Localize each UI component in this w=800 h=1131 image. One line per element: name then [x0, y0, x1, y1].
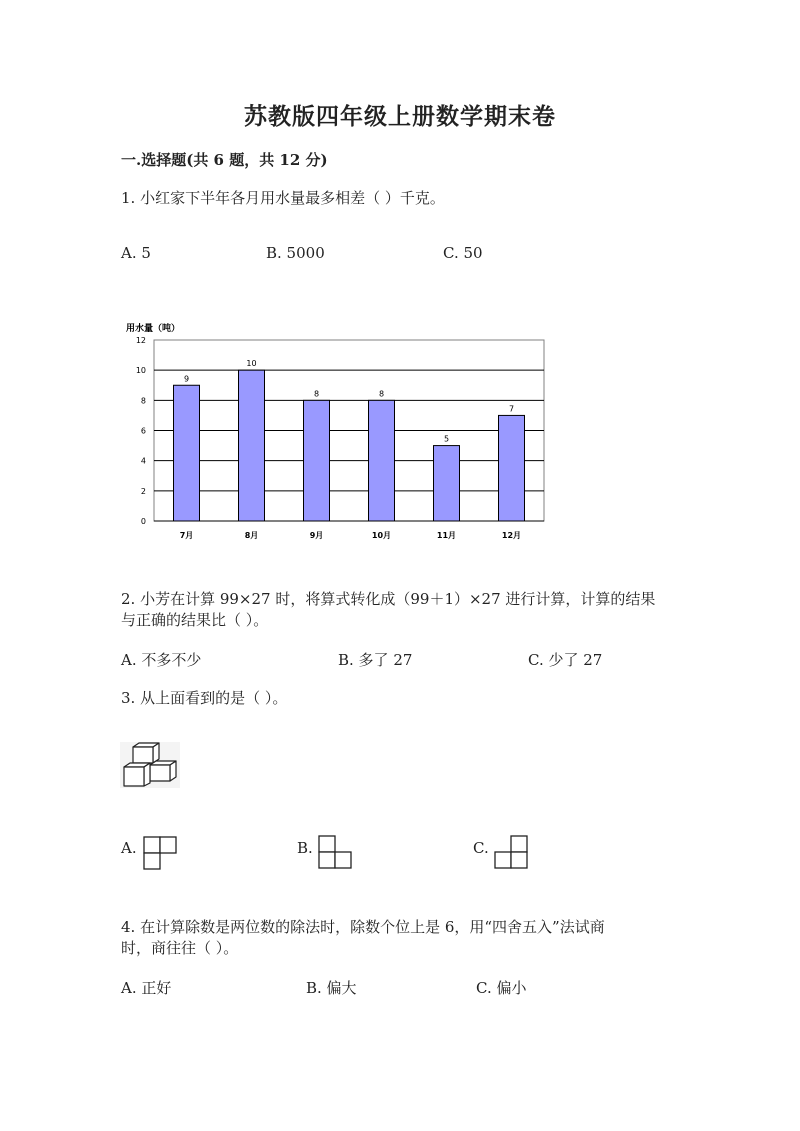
- question-3-option-c[interactable]: C.: [473, 839, 489, 857]
- question-3-option-b[interactable]: B.: [297, 839, 313, 857]
- question-1-option-c[interactable]: C. 50: [443, 244, 483, 262]
- chart-y-tick-label: 12: [135, 336, 146, 345]
- question-3-text: 3. 从上面看到的是（ ）。: [121, 689, 288, 707]
- question-2-option-b[interactable]: B. 多了 27: [338, 651, 413, 669]
- chart-x-tick-label: 8月: [244, 531, 259, 540]
- chart-y-tick-label: 10: [135, 366, 146, 376]
- question-4-option-c[interactable]: C. 偏小: [476, 979, 527, 997]
- chart-data-label: 8: [313, 389, 320, 399]
- chart-x-tick-label: 7月: [179, 531, 194, 540]
- chart-x-tick-label: 11月: [436, 531, 457, 540]
- chart-y-tick-label: 6: [140, 426, 146, 436]
- section-heading: 一.选择题(共 6 题，共 12 分): [121, 151, 328, 169]
- chart-data-label: 10: [246, 359, 257, 369]
- question-2-text-line1: 2. 小芳在计算 99×27 时，将算式转化成（99＋1）×27 进行计算，计算的结果: [121, 590, 656, 608]
- chart-data-label: 8: [378, 389, 385, 399]
- chart-bar: [499, 415, 525, 521]
- question-1-option-b[interactable]: B. 5000: [266, 244, 325, 262]
- chart-data-label: 7: [508, 404, 515, 414]
- question-4-option-b[interactable]: B. 偏大: [306, 979, 357, 997]
- chart-y-tick-label: 4: [140, 456, 146, 466]
- chart-x-tick-label: 12月: [501, 531, 522, 540]
- chart-y-tick-label: 8: [140, 396, 146, 406]
- question-1-text: 1. 小红家下半年各月用水量最多相差（ ）千克。: [121, 189, 445, 207]
- question-1-option-a[interactable]: A. 5: [121, 244, 151, 262]
- chart-bar: [239, 370, 265, 521]
- chart-x-tick-label: 10月: [371, 531, 392, 540]
- chart-data-label: 5: [443, 434, 450, 444]
- option-c-top-view-shape: [494, 835, 530, 869]
- water-usage-bar-chart: [118, 318, 558, 548]
- document-title: 苏教版四年级上册数学期末卷: [244, 103, 556, 130]
- question-4-option-a[interactable]: A. 正好: [121, 979, 172, 997]
- option-a-top-view-shape: [143, 836, 179, 870]
- option-b-top-view-shape: [318, 835, 354, 869]
- cube-stack-figure: [120, 742, 180, 788]
- question-4-text-line2: 时，商往往（ ）。: [121, 939, 239, 957]
- chart-x-tick-label: 9月: [309, 531, 324, 540]
- question-2-option-c[interactable]: C. 少了 27: [528, 651, 603, 669]
- question-3-option-a[interactable]: A.: [121, 839, 137, 857]
- question-2-option-a[interactable]: A. 不多不少: [121, 651, 202, 669]
- chart-bar: [174, 385, 200, 521]
- question-4-text-line1: 4. 在计算除数是两位数的除法时，除数个位上是 6，用“四舍五入”法试商: [121, 918, 605, 936]
- chart-bar: [304, 400, 330, 521]
- chart-bar: [434, 446, 460, 521]
- chart-y-tick-label: 2: [140, 486, 146, 496]
- chart-bar: [369, 400, 395, 521]
- chart-y-axis-label: 用水量（吨）: [126, 324, 181, 334]
- question-2-text-line2: 与正确的结果比（ ）。: [121, 611, 269, 629]
- chart-data-label: 9: [183, 374, 190, 384]
- chart-y-tick-label: 0: [140, 517, 146, 526]
